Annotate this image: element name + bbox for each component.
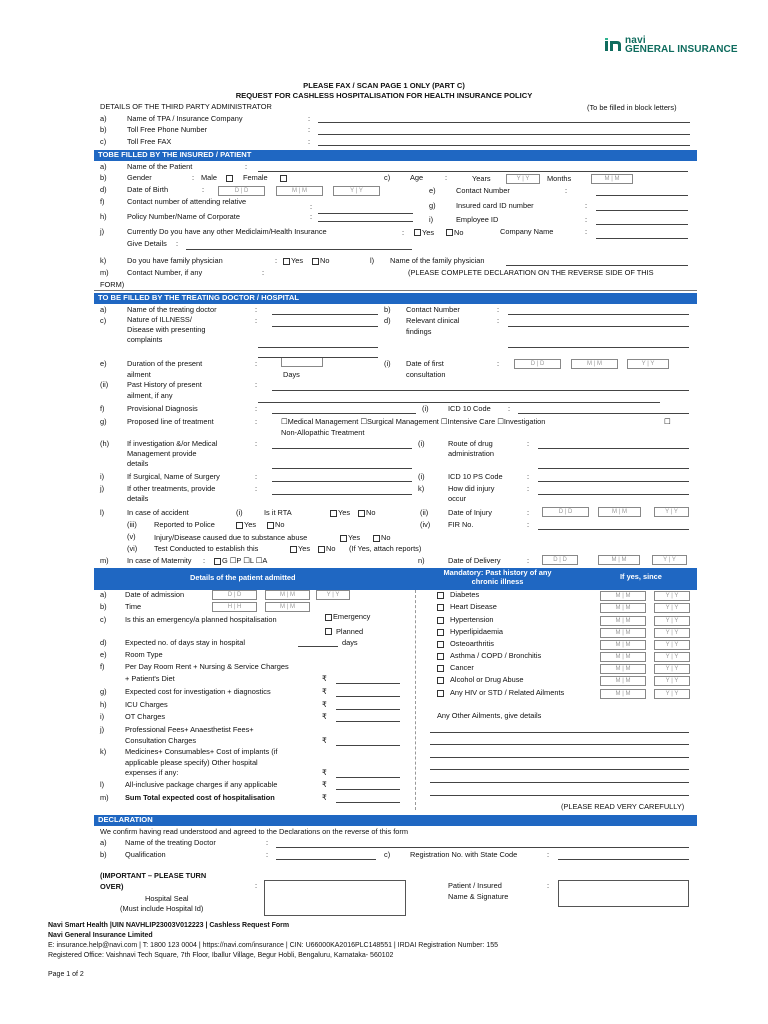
important-note-2: OVER): [100, 882, 124, 891]
delivery-day-box[interactable]: D | D: [542, 555, 578, 565]
other-ailments-label: Any Other Ailments, give details: [437, 711, 542, 720]
admission-day-box[interactable]: D | D: [212, 590, 257, 600]
tpa-phone-field[interactable]: [318, 134, 690, 135]
admitted-item-label: Professional Fees+ Anaesthetist Fees+: [125, 725, 254, 734]
since-month-box[interactable]: M | M: [600, 640, 646, 650]
icd10-pcs-label: ICD 10 PS Code: [448, 472, 503, 481]
treatment-line-label: Proposed line of treatment: [127, 417, 214, 426]
admitted-item-key: f): [100, 662, 105, 671]
rupee-symbol: ₹: [322, 793, 327, 802]
admitted-item-key: m): [100, 793, 109, 802]
registration-field[interactable]: [558, 859, 689, 860]
delivery-year-box[interactable]: Y | Y: [652, 555, 687, 565]
illness-label-3: complaints: [127, 335, 163, 344]
admitted-item-label: Per Day Room Rent + Nursing & Service Charges: [125, 662, 289, 671]
years-label: Years: [472, 174, 491, 183]
injury-month-box[interactable]: M | M: [598, 507, 641, 517]
rta-yes-checkbox[interactable]: [330, 510, 337, 517]
hospital-seal-box[interactable]: [264, 880, 406, 916]
rupee-symbol: ₹: [322, 700, 327, 709]
other-insurance-no-label: No: [454, 228, 464, 237]
since-year-box[interactable]: Y | Y: [654, 664, 690, 674]
insured-section-bar: TOBE FILLED BY THE INSURED / PATIENT: [94, 150, 697, 161]
decl-key-c: c): [384, 850, 391, 859]
ailment-line[interactable]: [430, 744, 689, 745]
policy-number-label: Policy Number/Name of Corporate: [127, 212, 240, 221]
injury-day-box[interactable]: D | D: [542, 507, 589, 517]
injury-how-label-2: occur: [448, 494, 467, 503]
substance-no-checkbox[interactable]: [373, 535, 380, 542]
ailment-line[interactable]: [430, 782, 689, 783]
rupee-symbol: ₹: [322, 768, 327, 777]
chronic-checkbox[interactable]: [437, 641, 444, 648]
ailment-line[interactable]: [430, 769, 689, 770]
fir-field[interactable]: [538, 529, 689, 530]
icd10-pcs-field[interactable]: [538, 481, 689, 482]
dob-label: Date of Birth: [127, 185, 169, 194]
other-insurance-yes-checkbox[interactable]: [414, 229, 421, 236]
admitted-item-key: l): [100, 780, 105, 789]
footer-line4: Registered Office: Vaishnavi Tech Square, 7th Floor, Iballur Village, Begur Hobli, Bengaluru, Karnataka- 560102: [48, 952, 394, 959]
admitted-item-label: Expected cost for investigation + diagnostics: [125, 687, 271, 696]
substance-no-label: No: [381, 533, 391, 542]
hospital-seal-note: (Must include Hospital Id): [120, 904, 204, 913]
block-letters-note: (To be filled in block letters): [587, 103, 677, 112]
clinical-findings-label: Relevant clinical: [406, 316, 460, 325]
insured-key-a: a): [100, 162, 107, 171]
admitted-item-label: Date of admission: [125, 590, 185, 599]
other-insurance-yes-label: Yes: [422, 228, 435, 237]
chronic-label: Alcohol or Drug Abuse: [450, 675, 524, 684]
logo-line1: navi: [625, 35, 646, 46]
rupee-symbol: ₹: [322, 674, 327, 683]
contact-number-field[interactable]: [596, 195, 688, 196]
rta-no-label: No: [366, 508, 376, 517]
declaration-note-form: FORM): [100, 280, 125, 289]
substance-label: Injury/Disease caused due to substance abuse: [154, 533, 308, 542]
chronic-label: Hyperlipidaemia: [450, 627, 503, 636]
employee-id-label: Employee ID: [456, 215, 499, 224]
consult-day-box[interactable]: D | D: [514, 359, 561, 369]
important-note: (IMPORTANT – PLEASE TURN: [100, 871, 207, 880]
since-year-box[interactable]: Y | Y: [654, 652, 690, 662]
since-year-box[interactable]: Y | Y: [654, 640, 690, 650]
rta-yes-label: Yes: [338, 508, 351, 517]
tpa-heading: DETAILS OF THE THIRD PARTY ADMINISTRATOR: [100, 102, 272, 111]
admitted-item-key: c): [100, 615, 107, 624]
since-year-box[interactable]: Y | Y: [654, 689, 690, 699]
admitted-item-label: expenses if any:: [125, 768, 179, 777]
patient-name-field[interactable]: [258, 171, 688, 172]
test-yes-checkbox[interactable]: [290, 546, 297, 553]
other-insurance-label: Currently Do you have any other Mediclaim/Health Insurance: [127, 227, 327, 236]
emergency-label: Emergency: [333, 612, 371, 621]
gender-female-label: Female: [243, 173, 268, 182]
policy-number-field[interactable]: [318, 221, 413, 222]
admitted-item-label: Time: [125, 602, 142, 611]
rupee-symbol: ₹: [322, 712, 327, 721]
insured-key-m: m): [100, 268, 109, 277]
insured-key-f: f): [100, 197, 105, 206]
employee-id-field[interactable]: [596, 224, 688, 225]
planned-label: Planned: [336, 627, 364, 636]
gender-female-checkbox[interactable]: [280, 175, 287, 182]
qualification-label: Qualification: [125, 850, 166, 859]
company-name-label: Company Name: [500, 227, 554, 236]
admitted-item-label: Is this an emergency/a planned hospitalisation: [125, 615, 277, 624]
illness-field[interactable]: [272, 326, 378, 327]
age-months-box[interactable]: M | M: [591, 174, 633, 184]
admitted-header-bar: [94, 568, 697, 590]
chronic-checkbox[interactable]: [437, 629, 444, 636]
maternity-options[interactable]: G ☐P ☐L ☐A: [222, 556, 268, 565]
days-stay-field[interactable]: [298, 646, 338, 647]
since-month-box[interactable]: M | M: [600, 603, 646, 613]
declaration-text: We confirm having read understood and agreed to the Declarations on the reverse of this form: [100, 827, 408, 836]
police-no-checkbox[interactable]: [267, 522, 274, 529]
chronic-label: Any HIV or STD / Related Ailments: [450, 688, 565, 697]
patient-name-label: Name of the Patient: [127, 162, 193, 171]
test-no-label: No: [326, 544, 336, 553]
decl-doctor-field[interactable]: [276, 847, 689, 848]
tpa-key-b: b): [100, 125, 107, 134]
admitted-item-label: Room Type: [125, 650, 163, 659]
surgery-name-field[interactable]: [272, 481, 412, 482]
footer-line2: Navi General Insurance Limited: [48, 932, 153, 939]
insured-key-k: k): [100, 256, 107, 265]
investigation-label: If investigation &/or Medical: [127, 439, 218, 448]
insured-key-g: g): [429, 201, 436, 210]
hospital-seal-label: Hospital Seal: [145, 894, 189, 903]
admission-month-box[interactable]: M | M: [265, 590, 310, 600]
form-title: PLEASE FAX / SCAN PAGE 1 ONLY (PART C): [303, 81, 465, 90]
chronic-checkbox[interactable]: [437, 592, 444, 599]
insured-key-d: d): [100, 185, 107, 194]
admitted-item-label: All-inclusive package charges if any applicable: [125, 780, 278, 789]
registration-label: Registration No. with State Code: [410, 850, 518, 859]
admitted-item-label: OT Charges: [125, 712, 166, 721]
family-physician-no-checkbox[interactable]: [312, 258, 319, 265]
insured-key-h: h): [100, 212, 107, 221]
tpa-name-field[interactable]: [318, 122, 690, 123]
duration-label: Duration of the present: [127, 359, 203, 368]
injury-how-label: How did injury: [448, 484, 495, 493]
route-label-2: administration: [448, 449, 495, 458]
investigation-field[interactable]: [272, 448, 412, 449]
delivery-date-label: Date of Delivery: [448, 556, 501, 565]
doctor-contact-label: Contact Number: [406, 305, 460, 314]
admitted-item-label: + Patient's Diet: [125, 674, 175, 683]
tpa-phone-label: Toll Free Phone Number: [127, 125, 208, 134]
dob-day-box[interactable]: D | D: [218, 186, 265, 196]
chronic-checkbox[interactable]: [437, 677, 444, 684]
tpa-key-a: a): [100, 114, 107, 123]
planned-checkbox[interactable]: [325, 628, 332, 635]
family-physician-name-field[interactable]: [506, 265, 688, 266]
navi-logo-icon: [604, 38, 622, 52]
cost-field[interactable]: [336, 683, 400, 684]
ailment-line[interactable]: [430, 757, 689, 758]
days-stay-label: days: [342, 638, 358, 647]
time-minute-box[interactable]: M | M: [265, 602, 310, 612]
admitted-item-key: j): [100, 725, 105, 734]
past-history-field[interactable]: [272, 390, 689, 391]
illness-label: Nature of ILLNESS/: [127, 315, 192, 324]
since-year-box[interactable]: Y | Y: [654, 676, 690, 686]
first-consultation-label: Date of first: [406, 359, 444, 368]
give-details-label: Give Details: [127, 239, 167, 248]
admission-year-box[interactable]: Y | Y: [316, 590, 350, 600]
illness-label-2: Disease with presenting: [127, 325, 206, 334]
declaration-note: (PLEASE COMPLETE DECLARATION ON THE REVERSE SIDE OF THIS: [408, 268, 654, 277]
admitted-item-label: applicable please specify) Other hospital: [125, 758, 258, 767]
since-month-box[interactable]: M | M: [600, 676, 646, 686]
admitted-item-label: Sum Total expected cost of hospitalisation: [125, 793, 275, 802]
ailment-line[interactable]: [430, 732, 689, 733]
police-label: Reported to Police: [154, 520, 215, 529]
page-number: Page 1 of 2: [48, 971, 84, 978]
since-month-box[interactable]: M | M: [600, 591, 646, 601]
chronic-label: Hypertension: [450, 615, 494, 624]
rta-label: Is it RTA: [264, 508, 292, 517]
admitted-item-key: k): [100, 747, 107, 756]
insured-key-c: c): [384, 173, 391, 182]
time-hour-box[interactable]: H | H: [212, 602, 257, 612]
tpa-fax-label: Toll Free FAX: [127, 137, 172, 146]
injury-how-field[interactable]: [538, 494, 689, 495]
other-treatment-field[interactable]: [272, 494, 412, 495]
admitted-item-label: ICU Charges: [125, 700, 168, 709]
since-year-box[interactable]: Y | Y: [654, 591, 690, 601]
since-year-box[interactable]: Y | Y: [654, 616, 690, 626]
relative-contact-field[interactable]: [318, 213, 413, 214]
admitted-item-key: d): [100, 638, 107, 647]
chronic-label: Cancer: [450, 663, 474, 672]
admitted-item-label: Consultation Charges: [125, 736, 197, 745]
family-physician-name-label: Name of the family physician: [390, 256, 485, 265]
family-physician-no-label: No: [320, 256, 330, 265]
patient-sign-label: Patient / Insured: [448, 881, 502, 890]
admitted-head-right: If yes, since: [620, 572, 662, 581]
since-year-box[interactable]: Y | Y: [654, 628, 690, 638]
give-details-field[interactable]: [186, 249, 412, 250]
past-history-label-2: ailment, if any: [127, 391, 173, 400]
footer-line1: Navi Smart Health |UIN NAVHLIP23003V012223 | Cashless Request Form: [48, 922, 290, 929]
decl-key-b: b): [100, 850, 107, 859]
age-label: Age: [410, 173, 424, 182]
admitted-item-label: Expected no. of days stay in hospital: [125, 638, 245, 647]
investigation-label-2: Management provide: [127, 449, 197, 458]
admitted-head-left: Details of the patient admitted: [190, 573, 296, 582]
attach-reports-note: (If Yes, attach reports): [349, 544, 422, 553]
contact-number-label: Contact Number: [456, 186, 510, 195]
past-history-label: Past History of present: [127, 380, 202, 389]
insured-key-b: b): [100, 173, 107, 182]
logo-line2: GENERAL INSURANCE: [625, 44, 738, 55]
admitted-item-key: e): [100, 650, 107, 659]
accident-label: In case of accident: [127, 508, 189, 517]
route-label: Route of drug: [448, 439, 493, 448]
chronic-checkbox[interactable]: [437, 665, 444, 672]
dob-year-box[interactable]: Y | Y: [333, 186, 380, 196]
chronic-checkbox[interactable]: [437, 690, 444, 697]
days-label: Days: [283, 370, 300, 379]
since-month-box[interactable]: M | M: [600, 689, 646, 699]
first-consultation-label-2: consultation: [406, 370, 446, 379]
navi-logo: [604, 36, 754, 56]
dob-month-box[interactable]: M | M: [276, 186, 323, 196]
family-physician-yes-checkbox[interactable]: [283, 258, 290, 265]
admitted-item-key: h): [100, 700, 107, 709]
police-yes-checkbox[interactable]: [236, 522, 243, 529]
chronic-checkbox[interactable]: [437, 604, 444, 611]
substance-yes-checkbox[interactable]: [340, 535, 347, 542]
test-no-checkbox[interactable]: [318, 546, 325, 553]
consult-year-box[interactable]: Y | Y: [627, 359, 669, 369]
delivery-month-box[interactable]: M | M: [598, 555, 640, 565]
family-physician-label: Do you have family physician: [127, 256, 223, 265]
provisional-diagnosis-field[interactable]: [272, 413, 416, 414]
company-name-field[interactable]: [596, 238, 688, 239]
insured-key-e: e): [429, 186, 436, 195]
since-month-box[interactable]: M | M: [600, 616, 646, 626]
since-year-box[interactable]: Y | Y: [654, 603, 690, 613]
injury-year-box[interactable]: Y | Y: [654, 507, 689, 517]
other-insurance-no-checkbox[interactable]: [446, 229, 453, 236]
since-month-box[interactable]: M | M: [600, 628, 646, 638]
insured-card-field[interactable]: [596, 210, 688, 211]
admitted-item-key: g): [100, 687, 107, 696]
declaration-bar: DECLARATION: [94, 815, 697, 826]
admitted-item-key: b): [100, 602, 107, 611]
decl-key-a: a): [100, 838, 107, 847]
tpa-name-label: Name of TPA / Insurance Company: [127, 114, 243, 123]
family-physician-yes-label: Yes: [291, 256, 304, 265]
consult-month-box[interactable]: M | M: [571, 359, 618, 369]
admitted-head-mid: Mandatory: Past history of any chronic illness: [443, 568, 552, 586]
months-label: Months: [547, 174, 572, 183]
fir-label: FIR No.: [448, 520, 474, 529]
icd10-field[interactable]: [518, 413, 689, 414]
police-yes-label: Yes: [244, 520, 257, 529]
doctor-contact-field[interactable]: [508, 314, 689, 315]
ailment-line[interactable]: [430, 795, 689, 796]
cost-field[interactable]: [336, 721, 400, 722]
rta-no-checkbox[interactable]: [358, 510, 365, 517]
non-allopathic-label: Non-Allopathic Treatment: [281, 428, 365, 437]
form-subtitle: REQUEST FOR CASHLESS HOSPITALISATION FOR HEALTH INSURANCE POLICY: [235, 91, 533, 100]
clinical-findings-field[interactable]: [508, 326, 689, 327]
surgery-name-label: If Surgical, Name of Surgery: [127, 472, 220, 481]
decl-doctor-label: Name of the treating Doctor: [125, 838, 216, 847]
admitted-item-label: Medicines+ Consumables+ Cost of implants (if: [125, 747, 278, 756]
relative-contact-label: Contact number of attending relative: [127, 197, 247, 206]
chronic-label: Heart Disease: [450, 602, 497, 611]
tpa-fax-field[interactable]: [318, 145, 690, 146]
rupee-symbol: ₹: [322, 687, 327, 696]
rupee-symbol: ₹: [322, 736, 327, 745]
duration-label-2: ailment: [127, 370, 151, 379]
other-treatment-label: If other treatments, provide: [127, 484, 216, 493]
maternity-label: In case of Maternity: [127, 556, 192, 565]
cost-field[interactable]: [336, 696, 400, 697]
cost-field[interactable]: [336, 709, 400, 710]
test-yes-label: Yes: [298, 544, 311, 553]
police-no-label: No: [275, 520, 285, 529]
footer-line3: E: insurance.help@navi.com | T: 1800 123 0004 | https://navi.com/insurance | CIN: U66000KA2016PLC148551 | IRDAI Registration Number: 155: [48, 942, 499, 949]
provisional-diagnosis-label: Provisional Diagnosis: [127, 404, 198, 413]
since-month-box[interactable]: M | M: [600, 664, 646, 674]
physician-contact-label: Contact Number, if any: [127, 268, 203, 277]
rupee-symbol: ₹: [322, 780, 327, 789]
cost-field[interactable]: [336, 789, 400, 790]
injury-date-label: Date of Injury: [448, 508, 492, 517]
insured-key-j: j): [100, 227, 105, 236]
test-label: Test Conducted to establish this: [154, 544, 259, 553]
treating-doctor-field[interactable]: [272, 314, 378, 315]
cost-field[interactable]: [336, 745, 400, 746]
other-treatment-label-2: details: [127, 494, 149, 503]
clinical-findings-label-2: findings: [406, 327, 432, 336]
emergency-checkbox[interactable]: [325, 614, 332, 621]
route-field[interactable]: [538, 448, 689, 449]
patient-sign-box[interactable]: [558, 880, 689, 907]
doctor-section-bar: TO BE FILLED BY THE TREATING DOCTOR / HOSPITAL: [94, 293, 697, 304]
qualification-field[interactable]: [276, 859, 376, 860]
cost-field[interactable]: [336, 777, 400, 778]
substance-yes-label: Yes: [348, 533, 361, 542]
admitted-item-key: a): [100, 590, 107, 599]
gender-male-label: Male: [201, 173, 218, 182]
duration-box[interactable]: [281, 357, 323, 367]
treating-doctor-label: Name of the treating doctor: [127, 305, 217, 314]
insured-card-label: Insured card ID number: [456, 201, 534, 210]
chronic-checkbox[interactable]: [437, 617, 444, 624]
age-years-box[interactable]: Y | Y: [506, 174, 540, 184]
chronic-label: Diabetes: [450, 590, 480, 599]
treatment-options[interactable]: ☐Medical Management ☐Surgical Management ☐Intensive Care ☐Investigation: [281, 417, 546, 426]
icd10-label: ICD 10 Code: [448, 404, 491, 413]
tpa-key-c: c): [100, 137, 107, 146]
cost-field[interactable]: [336, 802, 400, 803]
chronic-label: Asthma / COPD / Bronchitis: [450, 651, 542, 660]
maternity-g-checkbox[interactable]: [214, 558, 221, 565]
chronic-checkbox[interactable]: [437, 653, 444, 660]
insured-key-l: l): [370, 256, 375, 265]
investigation-label-3: details: [127, 459, 149, 468]
insured-key-i: i): [429, 215, 434, 224]
gender-label: Gender: [127, 173, 152, 182]
read-carefully-note: (PLEASE READ VERY CAREFULLY): [561, 802, 685, 811]
gender-male-checkbox[interactable]: [226, 175, 233, 182]
chronic-label: Osteoarthritis: [450, 639, 494, 648]
patient-sign-label-2: Name & Signature: [448, 892, 509, 901]
admitted-item-key: i): [100, 712, 105, 721]
since-month-box[interactable]: M | M: [600, 652, 646, 662]
